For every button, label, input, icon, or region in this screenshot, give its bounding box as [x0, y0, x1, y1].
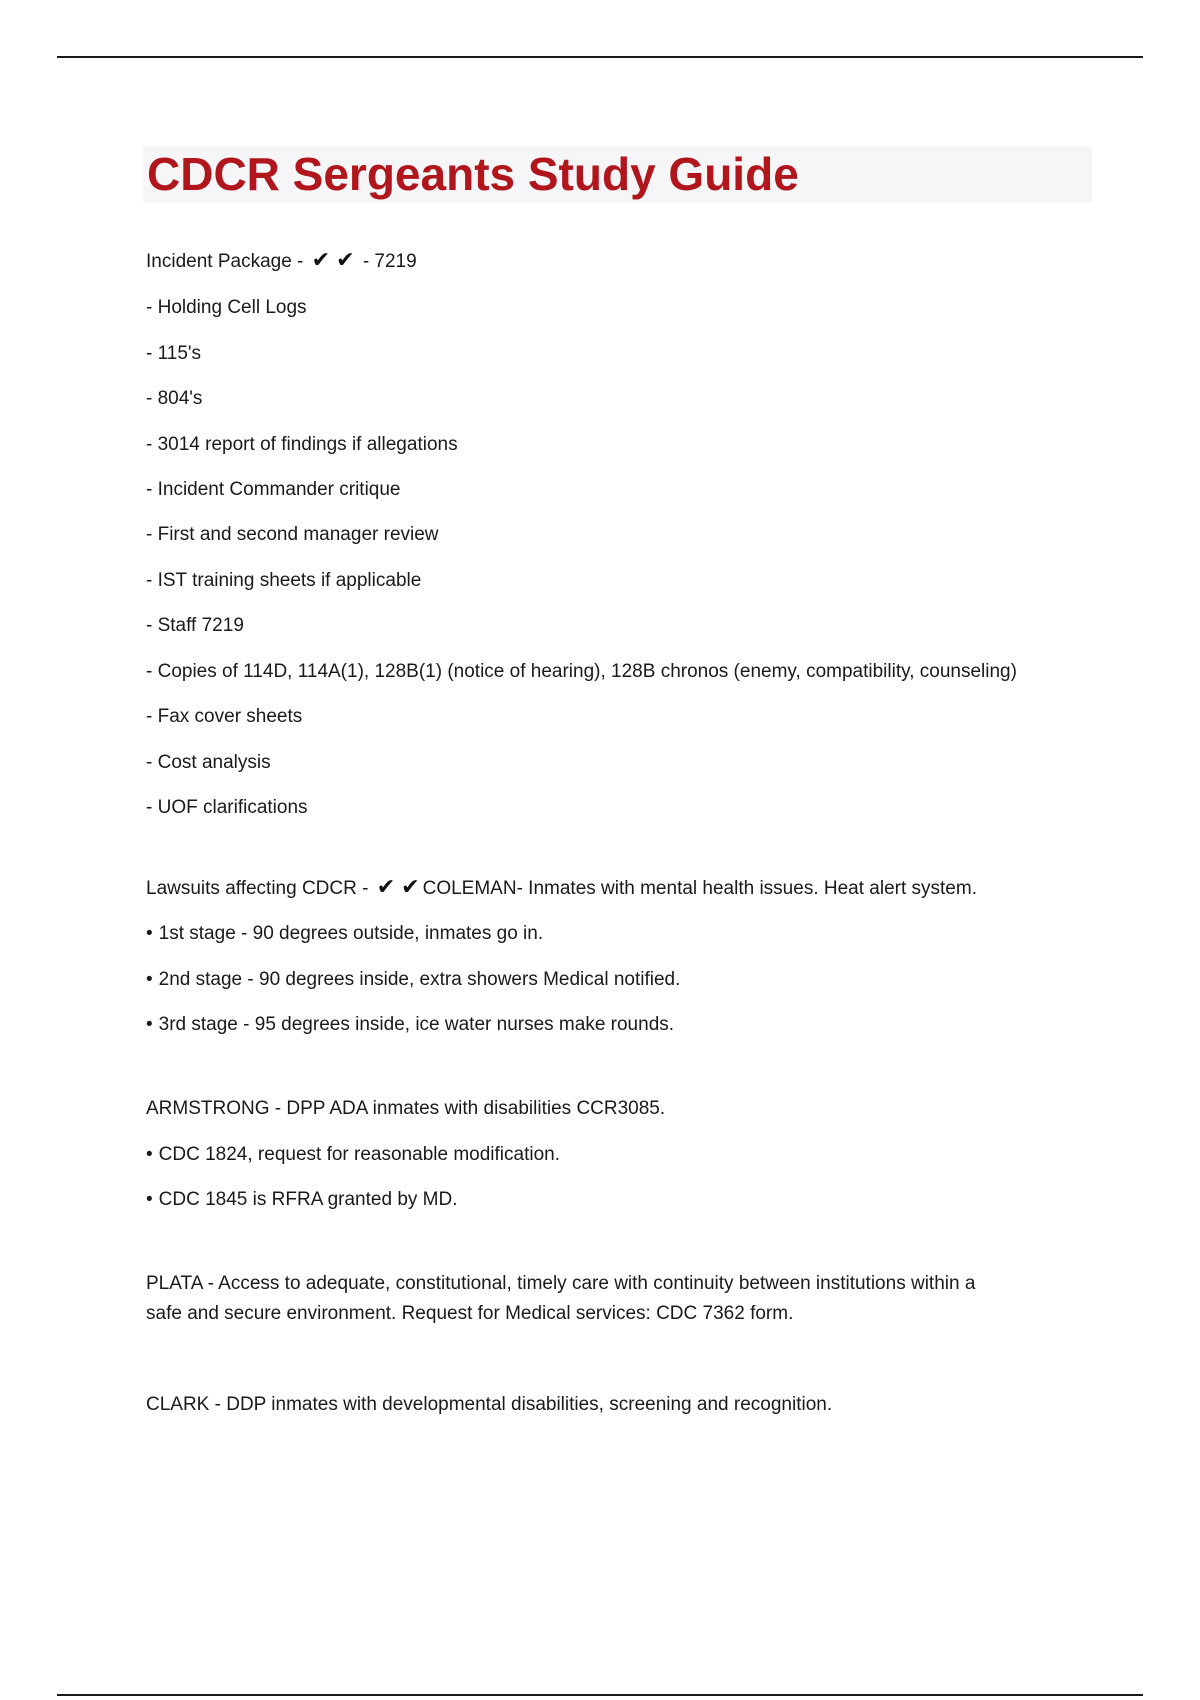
top-rule — [57, 56, 1143, 58]
list-item: - Copies of 114D, 114A(1), 128B(1) (notice of hearing), 128B chronos (enemy, compatibility, counseling) — [146, 661, 1017, 682]
check-icon: ✔ — [401, 875, 420, 900]
list-item: - Fax cover sheets — [146, 706, 303, 727]
bullet-text: CDC 1845 is RFRA granted by MD. — [158, 1189, 458, 1210]
list-item: - UOF clarifications — [146, 797, 308, 818]
check-icon: ✔ — [336, 248, 355, 273]
page-title: CDCR Sergeants Study Guide — [147, 148, 799, 200]
bullet-text: 1st stage - 90 degrees outside, inmates go in. — [158, 923, 544, 944]
bullet-text: 3rd stage - 95 degrees inside, ice water nurses make rounds. — [158, 1014, 675, 1035]
bullet-item — [146, 919, 1096, 949]
list-item: - 804's — [146, 388, 203, 409]
list-item: - First and second manager review — [146, 524, 439, 545]
clark-line: CLARK - DDP inmates with developmental disabilities, screening and recognition. — [146, 1394, 833, 1415]
bullet-text: CDC 1824, request for reasonable modification. — [158, 1144, 560, 1165]
bullet-glyph: • — [146, 1144, 153, 1165]
bullet-item — [146, 1010, 1096, 1040]
incident-package-line — [146, 246, 1096, 277]
list-item: - 115's — [146, 343, 202, 364]
incident-package-label: Incident Package - — [146, 251, 304, 272]
list-item: - Staff 7219 — [146, 615, 244, 636]
incident-package-value: - 7219 — [362, 251, 417, 272]
bullet-item — [146, 1140, 1096, 1170]
bullet-item — [146, 965, 1096, 995]
list-item: - IST training sheets if applicable — [146, 570, 422, 591]
list-item: - Incident Commander critique — [146, 479, 401, 500]
bullet-text: 2nd stage - 90 degrees inside, extra showers Medical notified. — [158, 969, 681, 990]
list-item: - 3014 report of findings if allegations — [146, 434, 458, 455]
lawsuits-line — [146, 873, 1096, 904]
bullet-item — [146, 1185, 1096, 1215]
bullet-glyph: • — [146, 923, 153, 944]
armstrong-line: ARMSTRONG - DPP ADA inmates with disabilities CCR3085. — [146, 1098, 666, 1119]
bottom-rule — [57, 1694, 1143, 1696]
coleman-text: COLEMAN- Inmates with mental health issues. Heat alert system. — [422, 878, 977, 899]
plata-paragraph — [146, 1269, 1096, 1329]
bullet-glyph: • — [146, 1189, 153, 1210]
plata-line-2: safe and secure environment. Request for Medical services: CDC 7362 form. — [146, 1303, 794, 1324]
bullet-glyph: • — [146, 1014, 153, 1035]
document-body — [146, 246, 1096, 1420]
check-icon: ✔ — [376, 875, 396, 900]
plata-line-1: PLATA - Access to adequate, constitutional, timely care with continuity between institutions within a — [146, 1273, 976, 1294]
list-item: - Holding Cell Logs — [146, 297, 307, 318]
lawsuits-label: Lawsuits affecting CDCR - — [146, 878, 369, 899]
bullet-glyph: • — [146, 969, 153, 990]
check-icon: ✔ — [311, 248, 331, 273]
list-item: - Cost analysis — [146, 752, 271, 773]
